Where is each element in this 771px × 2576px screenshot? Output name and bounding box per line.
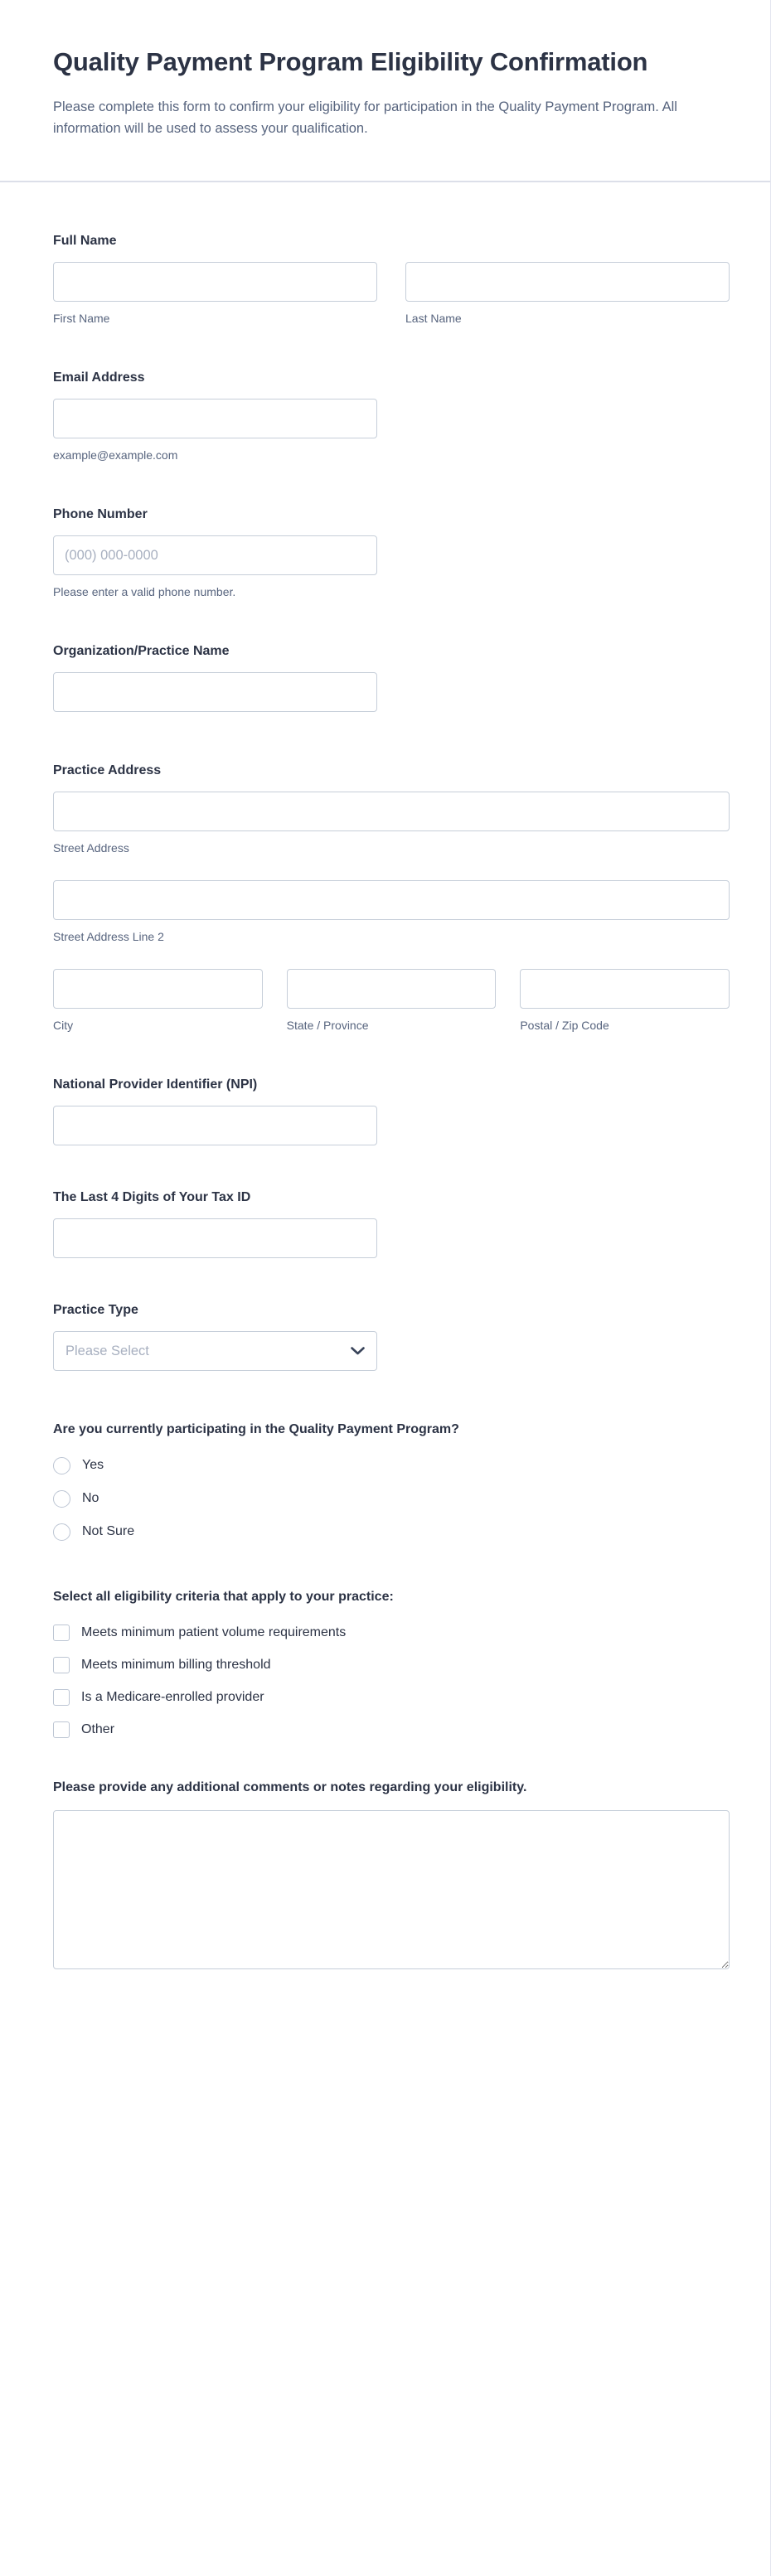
comments-textarea[interactable] [53,1810,730,1969]
street-address-input[interactable] [53,792,730,831]
checkbox-icon[interactable] [53,1689,70,1706]
participation-label: Are you currently participating in the Quality Payment Program? [53,1422,459,1436]
criteria-option-billing-threshold[interactable] [53,1649,730,1681]
criteria-option-label: Other [81,1721,115,1736]
zip-col [520,969,730,1033]
tax-id-label: The Last 4 Digits of Your Tax ID [53,1190,251,1204]
participation-option-label: Not Sure [82,1524,135,1538]
criteria-option-patient-volume[interactable] [53,1616,730,1649]
email-input[interactable] [53,399,377,438]
phone-sublabel: Please enter a valid phone number. [53,585,236,598]
last-name-input[interactable] [405,262,730,302]
phone-input[interactable] [53,535,377,575]
radio-icon[interactable] [53,1457,70,1474]
city-input[interactable] [53,969,263,1009]
street-address-sublabel: Street Address [53,841,129,855]
eligibility-criteria-label: Select all eligibility criteria that apply to your practice: [53,1590,394,1604]
field-npi [53,1076,730,1145]
zip-input[interactable] [520,969,730,1009]
participation-option-label: Yes [82,1458,104,1472]
first-name-input[interactable] [53,262,377,302]
participation-option-label: No [82,1491,99,1505]
npi-label: National Provider Identifier (NPI) [53,1077,258,1092]
city-state-zip-row [53,969,730,1033]
last-name-sublabel: Last Name [405,312,462,325]
field-tax-id [53,1189,730,1258]
practice-type-label: Practice Type [53,1303,138,1317]
city-col [53,969,263,1033]
first-name-sublabel: First Name [53,312,110,325]
participation-option-not-sure[interactable] [53,1515,730,1548]
state-sublabel: State / Province [286,1019,369,1032]
email-sublabel: example@example.com [53,448,178,462]
zip-sublabel: Postal / Zip Code [520,1019,609,1032]
state-col [287,969,497,1033]
field-phone [53,506,730,599]
city-sublabel: City [53,1019,74,1032]
participation-option-yes[interactable] [53,1449,730,1482]
street-address2-input[interactable] [53,880,730,920]
email-label: Email Address [53,370,145,385]
npi-input[interactable] [53,1106,377,1145]
field-participation [53,1421,730,1548]
criteria-option-label: Is a Medicare-enrolled provider [81,1689,264,1704]
checkbox-icon[interactable] [53,1721,70,1738]
form-title: Quality Payment Program Eligibility Confirmation [53,47,648,76]
field-email [53,369,730,462]
field-practice-type [53,1301,730,1371]
field-organization [53,642,730,712]
first-name-col [53,262,377,326]
street-address2-sublabel: Street Address Line 2 [53,930,164,943]
field-full-name [53,232,730,326]
criteria-option-medicare-enrolled[interactable] [53,1681,730,1713]
comments-label: Please provide any additional comments or notes regarding your eligibility. [53,1780,527,1794]
last-name-col [405,262,730,326]
field-eligibility-criteria [53,1588,730,1746]
form-content [53,232,730,1969]
practice-type-select[interactable] [53,1331,377,1371]
criteria-option-other[interactable] [53,1713,730,1746]
practice-type-placeholder: Please Select [65,1343,149,1358]
organization-label: Organization/Practice Name [53,644,230,658]
chevron-down-icon [351,1347,365,1355]
full-name-row [53,262,730,326]
tax-id-input[interactable] [53,1218,377,1258]
checkbox-icon[interactable] [53,1625,70,1641]
phone-label: Phone Number [53,507,148,521]
form-fields-area [0,182,770,2079]
state-input[interactable] [287,969,497,1009]
organization-input[interactable] [53,672,377,712]
practice-address-label: Practice Address [53,763,162,777]
field-practice-address [53,762,730,1033]
criteria-option-label: Meets minimum billing threshold [81,1657,271,1672]
field-comments [53,1779,730,1969]
criteria-option-label: Meets minimum patient volume requirements [81,1625,347,1639]
radio-icon[interactable] [53,1523,70,1541]
form-description: Please complete this form to confirm your eligibility for participation in the Quality Payment Program. All information will be used to assess your qualification. [53,99,677,136]
form-header [0,0,770,182]
radio-icon[interactable] [53,1490,70,1508]
full-name-label: Full Name [53,234,117,248]
checkbox-icon[interactable] [53,1657,70,1673]
participation-option-no[interactable] [53,1482,730,1515]
